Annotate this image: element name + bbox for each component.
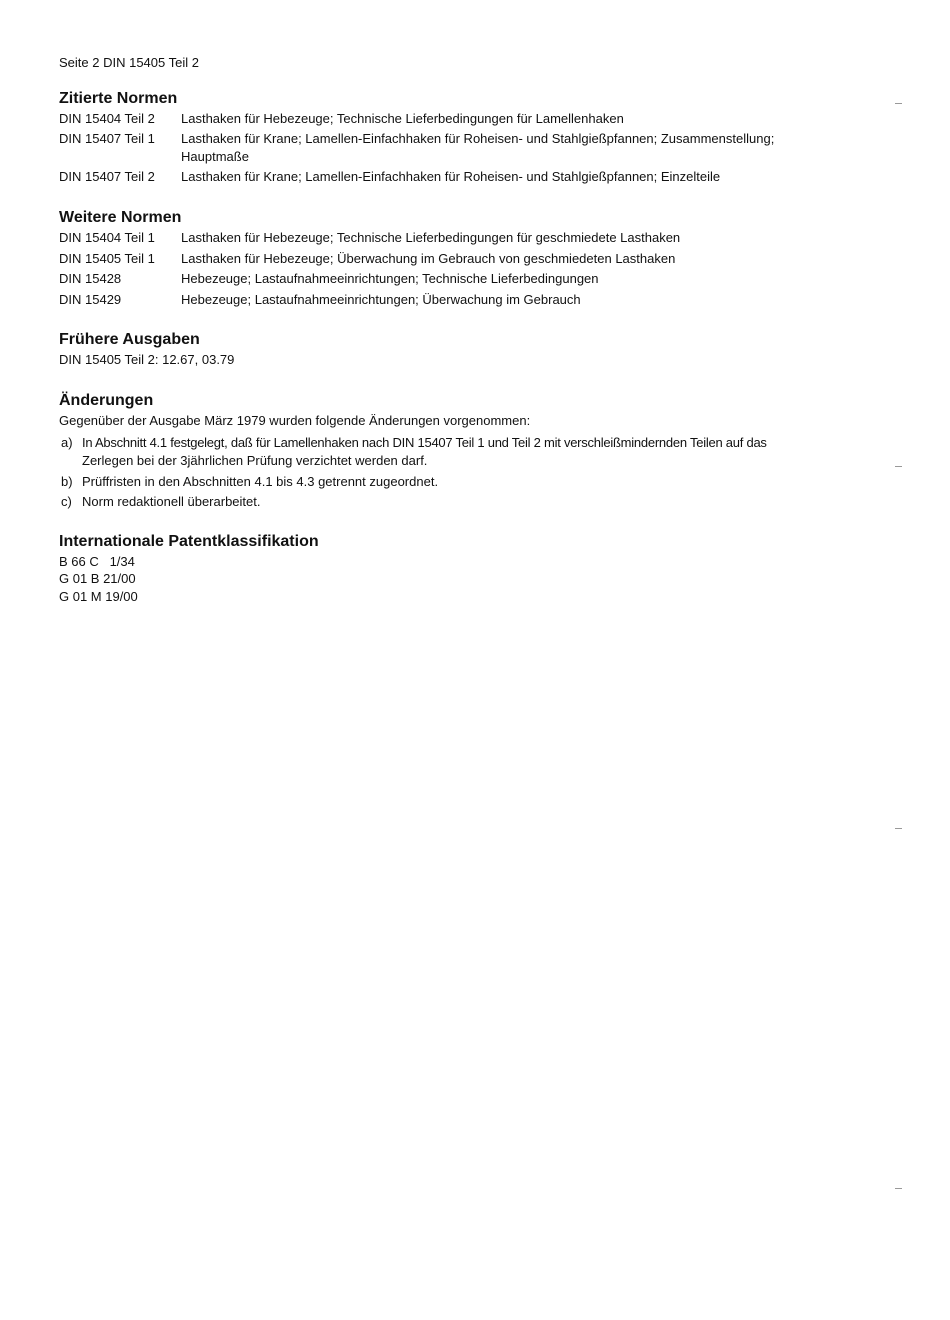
section-title-further: Weitere Normen [59, 209, 182, 226]
norm-id: DIN 15407 Teil 1 [59, 131, 155, 146]
change-item: In Abschnitt 4.1 festgelegt, daß für Lamellenhaken nach DIN 15407 Teil 1 und Teil 2 mit verschleißmindernden Teilen auf das [82, 435, 767, 450]
ipc-code: G 01 B 21/00 [59, 571, 136, 586]
list-marker: b) [61, 474, 73, 489]
change-item-cont: Zerlegen bei der 3jährlichen Prüfung verzichtet werden darf. [82, 453, 428, 468]
norm-id: DIN 15404 Teil 1 [59, 230, 155, 245]
list-marker: a) [61, 435, 73, 450]
norm-title: Lasthaken für Krane; Lamellen-Einfachhaken für Roheisen- und Stahlgießpfannen; Einzelteile [181, 169, 721, 184]
norm-title: Hebezeuge; Lastaufnahmeeinrichtungen; Überwachung im Gebrauch [181, 292, 581, 307]
section-title-previous: Frühere Ausgaben [59, 331, 200, 348]
section-title-cited: Zitierte Normen [59, 90, 178, 107]
norm-id: DIN 15429 [59, 292, 122, 307]
norm-title: Lasthaken für Hebezeuge; Technische Lieferbedingungen für Lamellenhaken [181, 111, 624, 126]
margin-mark [895, 103, 902, 104]
changes-intro: Gegenüber der Ausgabe März 1979 wurden folgende Änderungen vorgenommen: [59, 413, 531, 428]
margin-mark [895, 1188, 902, 1189]
ipc-code: G 01 M 19/00 [59, 589, 138, 604]
section-title-changes: Änderungen [59, 392, 154, 409]
norm-title: Lasthaken für Hebezeuge; Technische Lieferbedingungen für geschmiedete Lasthaken [181, 230, 681, 245]
page-header: Seite 2 DIN 15405 Teil 2 [59, 55, 199, 70]
change-item: Prüffristen in den Abschnitten 4.1 bis 4.3 getrennt zugeordnet. [82, 474, 439, 489]
norm-id: DIN 15404 Teil 2 [59, 111, 155, 126]
norm-title: Hebezeuge; Lastaufnahmeeinrichtungen; Technische Lieferbedingungen [181, 271, 599, 286]
norm-title-cont: Hauptmaße [181, 149, 249, 164]
margin-mark [895, 828, 902, 829]
margin-mark [895, 466, 902, 467]
norm-title: Lasthaken für Krane; Lamellen-Einfachhaken für Roheisen- und Stahlgießpfannen; Zusammenstellung; [181, 131, 775, 146]
norm-id: DIN 15405 Teil 1 [59, 251, 155, 266]
list-marker: c) [61, 494, 72, 509]
norm-title: Lasthaken für Hebezeuge; Überwachung im Gebrauch von geschmiedeten Lasthaken [181, 251, 676, 266]
previous-editions: DIN 15405 Teil 2: 12.67, 03.79 [59, 352, 235, 367]
ipc-code: B 66 C 1/34 [59, 554, 135, 569]
section-title-ipc: Internationale Patentklassifikation [59, 533, 319, 550]
change-item: Norm redaktionell überarbeitet. [82, 494, 261, 509]
norm-id: DIN 15428 [59, 271, 122, 286]
norm-id: DIN 15407 Teil 2 [59, 169, 155, 184]
